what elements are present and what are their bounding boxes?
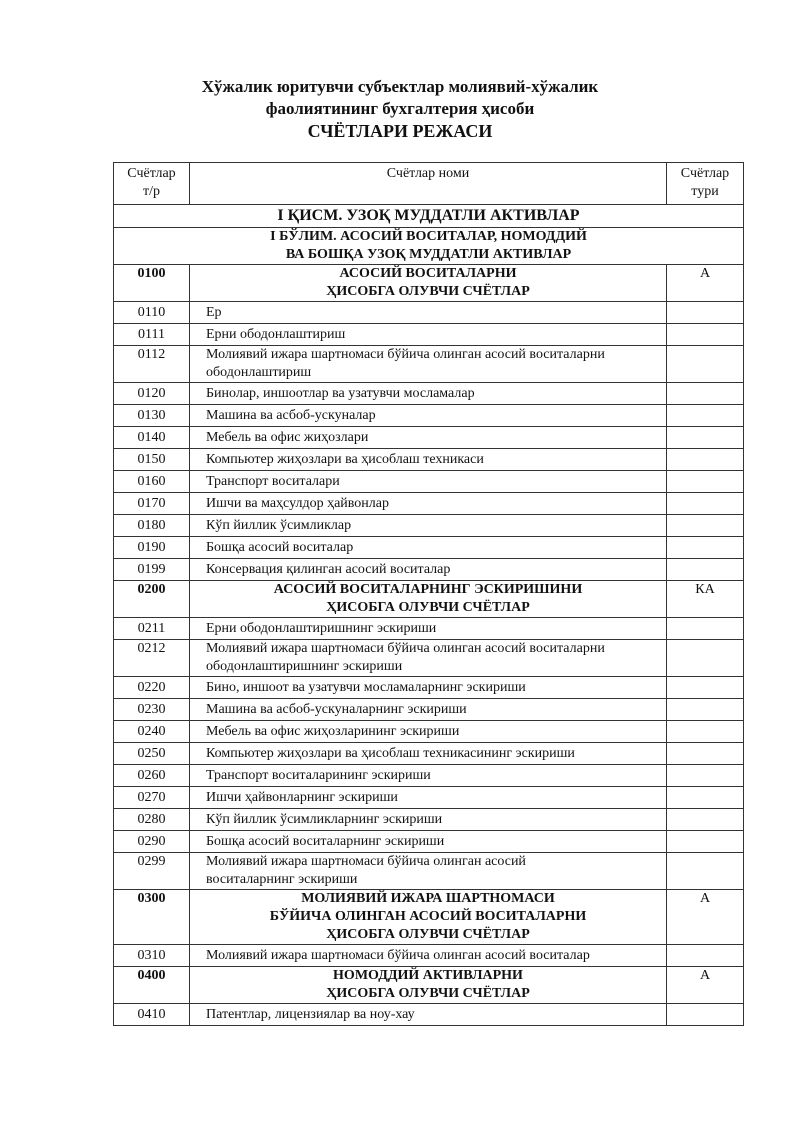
account-code: 0240 [114, 721, 190, 743]
header-account-type: Счётлар тури [667, 163, 744, 205]
account-name: Ерни ободонлаштириш [190, 324, 667, 346]
table-row [114, 427, 744, 449]
account-name: Мебель ва офис жиҳозлари [190, 427, 667, 449]
group-code: 0300 [114, 890, 190, 945]
group-type: А [667, 265, 744, 302]
group-code: 0200 [114, 581, 190, 618]
account-code: 0230 [114, 699, 190, 721]
group-type: А [667, 967, 744, 1004]
table-row [114, 677, 744, 699]
table-row [114, 302, 744, 324]
document-title [0, 76, 800, 142]
account-code: 0211 [114, 618, 190, 640]
account-type [667, 743, 744, 765]
account-type [667, 383, 744, 405]
account-code: 0180 [114, 515, 190, 537]
group-name: АСОСИЙ ВОСИТАЛАРНИ ҲИСОБГА ОЛУВЧИ СЧЁТЛАР [190, 265, 667, 302]
title-line-2: фаолиятининг бухгалтерия ҳисоби [265, 99, 535, 118]
account-type [667, 302, 744, 324]
table-row [114, 831, 744, 853]
account-name: Ерни ободонлаштиришнинг эскириши [190, 618, 667, 640]
account-code: 0260 [114, 765, 190, 787]
account-name: Молиявий ижара шартномаси бўйича олинган асосий воситаларнинг эскириши [190, 853, 667, 890]
group-code: 0400 [114, 967, 190, 1004]
group-type: А [667, 890, 744, 945]
table-row [114, 471, 744, 493]
account-name: Компьютер жиҳозлари ва ҳисоблаш техникаси [190, 449, 667, 471]
account-name: Ишчи ва маҳсулдор ҳайвонлар [190, 493, 667, 515]
account-type [667, 559, 744, 581]
table-row [114, 559, 744, 581]
account-name: Кўп йиллик ўсимликларнинг эскириши [190, 809, 667, 831]
account-name: Бинолар, иншоотлар ва узатувчи мосламалар [190, 383, 667, 405]
account-name: Кўп йиллик ўсимликлар [190, 515, 667, 537]
table-row [114, 721, 744, 743]
account-type [667, 765, 744, 787]
account-type [667, 405, 744, 427]
table-row [114, 618, 744, 640]
account-type [667, 853, 744, 890]
account-type [667, 787, 744, 809]
table-row [114, 346, 744, 383]
account-code: 0120 [114, 383, 190, 405]
group-row [114, 581, 744, 618]
part-heading: I ҚИСМ. УЗОҚ МУДДАТЛИ АКТИВЛАР [114, 205, 744, 228]
account-code: 0160 [114, 471, 190, 493]
table-row [114, 515, 744, 537]
table-row [114, 809, 744, 831]
account-type [667, 324, 744, 346]
table-row [114, 383, 744, 405]
title-line-3: СЧЁТЛАРИ РЕЖАСИ [307, 121, 493, 141]
account-name: Молиявий ижара шартномаси бўйича олинган асосий воситаларни ободонлаштириш [190, 346, 667, 383]
account-type [667, 346, 744, 383]
table-header-row [114, 163, 744, 205]
account-code: 0290 [114, 831, 190, 853]
account-type [667, 537, 744, 559]
account-name: Бошқа асосий воситалар [190, 537, 667, 559]
account-type [667, 515, 744, 537]
group-type: КА [667, 581, 744, 618]
title-line-1: Хўжалик юритувчи субъектлар молиявий-хўжалик [201, 77, 599, 96]
header-account-code: Счётлар т/р [114, 163, 190, 205]
account-type [667, 721, 744, 743]
account-code: 0280 [114, 809, 190, 831]
account-code: 0220 [114, 677, 190, 699]
group-row [114, 967, 744, 1004]
account-type [667, 427, 744, 449]
account-code: 0199 [114, 559, 190, 581]
table-row [114, 853, 744, 890]
account-code: 0299 [114, 853, 190, 890]
part-heading-row [114, 205, 744, 228]
account-code: 0250 [114, 743, 190, 765]
table-row [114, 324, 744, 346]
account-type [667, 449, 744, 471]
account-name: Молиявий ижара шартномаси бўйича олинган асосий воситалар [190, 945, 667, 967]
account-code: 0270 [114, 787, 190, 809]
account-name: Компьютер жиҳозлари ва ҳисоблаш техникасининг эскириши [190, 743, 667, 765]
account-name: Машина ва асбоб-ускуналарнинг эскириши [190, 699, 667, 721]
group-name: НОМОДДИЙ АКТИВЛАРНИ ҲИСОБГА ОЛУВЧИ СЧЁТЛАР [190, 967, 667, 1004]
table-row [114, 765, 744, 787]
section-heading-row [114, 228, 744, 265]
account-name: Ишчи ҳайвонларнинг эскириши [190, 787, 667, 809]
table-row [114, 787, 744, 809]
group-code: 0100 [114, 265, 190, 302]
table-row [114, 449, 744, 471]
account-name: Ер [190, 302, 667, 324]
header-account-name: Счётлар номи [190, 163, 667, 205]
account-code: 0410 [114, 1004, 190, 1026]
account-type [667, 471, 744, 493]
account-name: Патентлар, лицензиялар ва ноу-хау [190, 1004, 667, 1026]
table-row [114, 640, 744, 677]
account-code: 0110 [114, 302, 190, 324]
account-type [667, 809, 744, 831]
section-heading: I БЎЛИМ. АСОСИЙ ВОСИТАЛАР, НОМОДДИЙ ВА БОШҚА УЗОҚ МУДДАТЛИ АКТИВЛАР [114, 228, 744, 265]
table-row [114, 537, 744, 559]
account-name: Машина ва асбоб-ускуналар [190, 405, 667, 427]
account-name: Бошқа асосий воситаларнинг эскириши [190, 831, 667, 853]
account-type [667, 1004, 744, 1026]
account-code: 0310 [114, 945, 190, 967]
group-name: АСОСИЙ ВОСИТАЛАРНИНГ ЭСКИРИШИНИ ҲИСОБГА ОЛУВЧИ СЧЁТЛАР [190, 581, 667, 618]
table-row [114, 945, 744, 967]
account-name: Консервация қилинган асосий воситалар [190, 559, 667, 581]
account-code: 0170 [114, 493, 190, 515]
table-row [114, 699, 744, 721]
group-row [114, 265, 744, 302]
group-row [114, 890, 744, 945]
group-name: МОЛИЯВИЙ ИЖАРА ШАРТНОМАСИ БЎЙИЧА ОЛИНГАН АСОСИЙ ВОСИТАЛАРНИ ҲИСОБГА ОЛУВЧИ СЧЁТЛАР [190, 890, 667, 945]
account-type [667, 493, 744, 515]
account-type [667, 640, 744, 677]
account-code: 0112 [114, 346, 190, 383]
table-row [114, 405, 744, 427]
account-type [667, 618, 744, 640]
account-name: Транспорт воситалари [190, 471, 667, 493]
table-row [114, 743, 744, 765]
account-code: 0190 [114, 537, 190, 559]
account-type [667, 699, 744, 721]
account-name: Мебель ва офис жиҳозларининг эскириши [190, 721, 667, 743]
table-row [114, 1004, 744, 1026]
account-name: Бино, иншоот ва узатувчи мосламаларнинг эскириши [190, 677, 667, 699]
account-type [667, 831, 744, 853]
account-code: 0130 [114, 405, 190, 427]
account-name: Молиявий ижара шартномаси бўйича олинган асосий воситаларни ободонлаштиришнинг эскириши [190, 640, 667, 677]
account-code: 0212 [114, 640, 190, 677]
account-code: 0140 [114, 427, 190, 449]
account-name: Транспорт воситаларининг эскириши [190, 765, 667, 787]
table-body [114, 205, 744, 1026]
accounts-plan-table [113, 162, 744, 1026]
account-type [667, 677, 744, 699]
account-code: 0150 [114, 449, 190, 471]
table-row [114, 493, 744, 515]
account-type [667, 945, 744, 967]
account-code: 0111 [114, 324, 190, 346]
